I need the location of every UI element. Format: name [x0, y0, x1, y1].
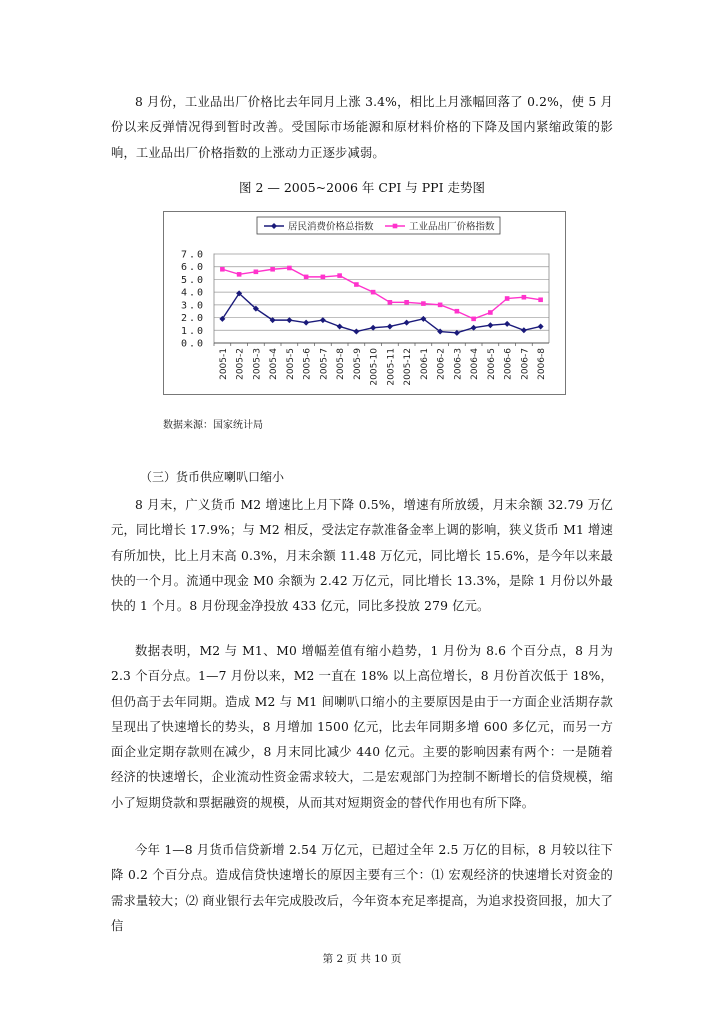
x-tick-label: 2006-4 — [470, 348, 481, 380]
chart-svg — [164, 212, 565, 394]
data-point — [337, 323, 343, 329]
data-point — [504, 321, 510, 327]
data-point — [505, 296, 510, 301]
data-point — [538, 297, 543, 302]
data-point — [321, 275, 326, 280]
x-tick-label: 2005-5 — [285, 348, 296, 380]
x-tick-label: 2006-8 — [537, 348, 548, 380]
x-tick-label: 2005-3 — [252, 348, 263, 380]
data-point — [337, 273, 342, 278]
paragraph-gap-analysis: 数据表明，M2 与 M1、M0 增幅差值有缩小趋势，1 月份为 8.6 个百分点，8 月为 2.3 个百分点。1—7 月份以来，M2 一直在 18% 以上高位增长，8 月份首次低于 18%，但仍高于去年同期。造成 M2 与 M1 间喇叭口缩小的主要原因是由于一方面企业活期存款呈现出了快速增长的势头，8 月增加 1500 亿元，比去年同期多增 600 多亿元，而另一方面企业定期存款则在减少，8 月末同比减少 440 亿元。主要的影响因素有两个：一是随着经济的快速增长，企业流动性资金需求较大，二是宏观部门为控制不断增长的信贷规模，缩小了短期贷款和票据融资的规模，从而其对短期资金的替代作用也有所下降。 — [111, 644, 613, 810]
x-tick-label: 2005-11 — [386, 348, 397, 386]
y-tick-label: 2.0 — [180, 313, 205, 325]
series-line-1 — [222, 293, 540, 332]
paragraph-m2-m1: 8 月末，广义货币 M2 增速比上月下降 0.5%，增速有所放缓，月末余额 32.79 万亿元，同比增长 17.9%；与 M2 相反，受法定存款准备金率上调的影响，狭义货币 M1 增速有所加快，比上月末高 0.3%，月末余额 11.48 万亿元，同比增长 15.6%，是今年以来最快的一个月。流通中现金 M0 余额为 2.42 万亿元，同比增长 13.3%，是除 1 月份以外最快的 1 个月。8 月份现金净投放 433 亿元，同比多投放 279 亿元。 — [111, 498, 613, 614]
data-point — [220, 267, 225, 272]
x-tick-label: 2006-6 — [503, 348, 514, 380]
data-source-note: 数据来源：国家统计局 — [163, 420, 263, 431]
x-tick-label: 2005-1 — [218, 348, 229, 380]
data-point — [320, 317, 326, 323]
x-tick-label: 2005-9 — [352, 348, 363, 380]
data-point — [388, 300, 393, 305]
x-tick-label: 2006-7 — [520, 348, 531, 380]
data-point — [270, 267, 275, 272]
data-point — [237, 272, 242, 277]
page-footer: 第 2 页 共 10 页 — [322, 953, 402, 965]
data-point — [521, 327, 527, 333]
x-tick-label: 2005-4 — [269, 348, 280, 380]
y-tick-label: 4.0 — [180, 287, 205, 299]
data-point — [522, 295, 527, 300]
x-tick-label: 2005-6 — [302, 348, 313, 380]
data-point — [370, 325, 376, 331]
y-tick-label: 0.0 — [180, 338, 205, 350]
y-tick-label: 5.0 — [180, 274, 205, 286]
y-tick-label: 6.0 — [180, 262, 205, 274]
data-point — [304, 275, 309, 280]
data-point — [455, 309, 460, 314]
data-point — [471, 317, 476, 322]
data-point — [387, 323, 393, 329]
chart-legend — [257, 217, 500, 234]
x-tick-label: 2006-5 — [486, 348, 497, 380]
y-tick-label: 7.0 — [180, 249, 205, 261]
data-point — [303, 320, 309, 326]
legend-label: 居民消费价格总指数 — [288, 221, 374, 233]
data-point — [354, 282, 359, 287]
legend-label: 工业品出厂价格指数 — [409, 221, 495, 233]
data-point — [404, 300, 409, 305]
data-point — [438, 303, 443, 308]
x-tick-label: 2006-2 — [436, 348, 447, 380]
data-point — [371, 290, 376, 295]
paragraph-ppi: 8 月份，工业品出厂价格比去年同月上涨 3.4%，相比上月涨幅回落了 0.2%，使 5 月份以来反弹情况得到暂时改善。受国际市场能源和原材料价格的下降及国内紧缩政策的影响，工业品出厂价格指数的上涨动力正逐步减弱。 — [111, 95, 613, 160]
data-point — [404, 320, 410, 326]
figure-title: 图 2 — 2005~2006 年 CPI 与 PPI 走势图 — [238, 180, 485, 195]
cpi-ppi-line-chart — [163, 211, 566, 395]
data-point — [538, 323, 544, 329]
data-point — [254, 270, 259, 275]
legend-marker — [393, 224, 398, 229]
x-tick-label: 2006-3 — [453, 348, 464, 380]
data-point — [487, 322, 493, 328]
data-point — [287, 266, 292, 271]
data-point — [488, 310, 493, 315]
x-tick-label: 2005-12 — [403, 348, 414, 386]
x-tick-label: 2005-8 — [336, 348, 347, 380]
series-line-2 — [222, 268, 540, 319]
data-point — [353, 329, 359, 335]
x-tick-label: 2005-2 — [235, 348, 246, 380]
x-tick-label: 2006-1 — [419, 348, 430, 380]
paragraph-credit-growth: 今年 1—8 月货币信贷新增 2.54 万亿元，已超过全年 2.5 万亿的目标，8 月较以往下降 0.2 个百分点。造成信贷快速增长的原因主要有三个：⑴ 宏观经济的快速增长对资金的需求量较大；⑵ 商业银行去年完成股改后，今年资本充足率提高，为追求投资回报，加大了信 — [111, 843, 613, 933]
y-tick-label: 1.0 — [180, 325, 205, 337]
data-point — [471, 325, 477, 331]
data-point — [454, 330, 460, 336]
data-point — [286, 317, 292, 323]
y-tick-label: 3.0 — [180, 300, 205, 312]
x-tick-label: 2005-10 — [369, 348, 380, 386]
section-heading: （三）货币供应喇叭口缩小 — [140, 470, 285, 484]
x-tick-label: 2005-7 — [319, 348, 330, 380]
data-point — [421, 301, 426, 306]
